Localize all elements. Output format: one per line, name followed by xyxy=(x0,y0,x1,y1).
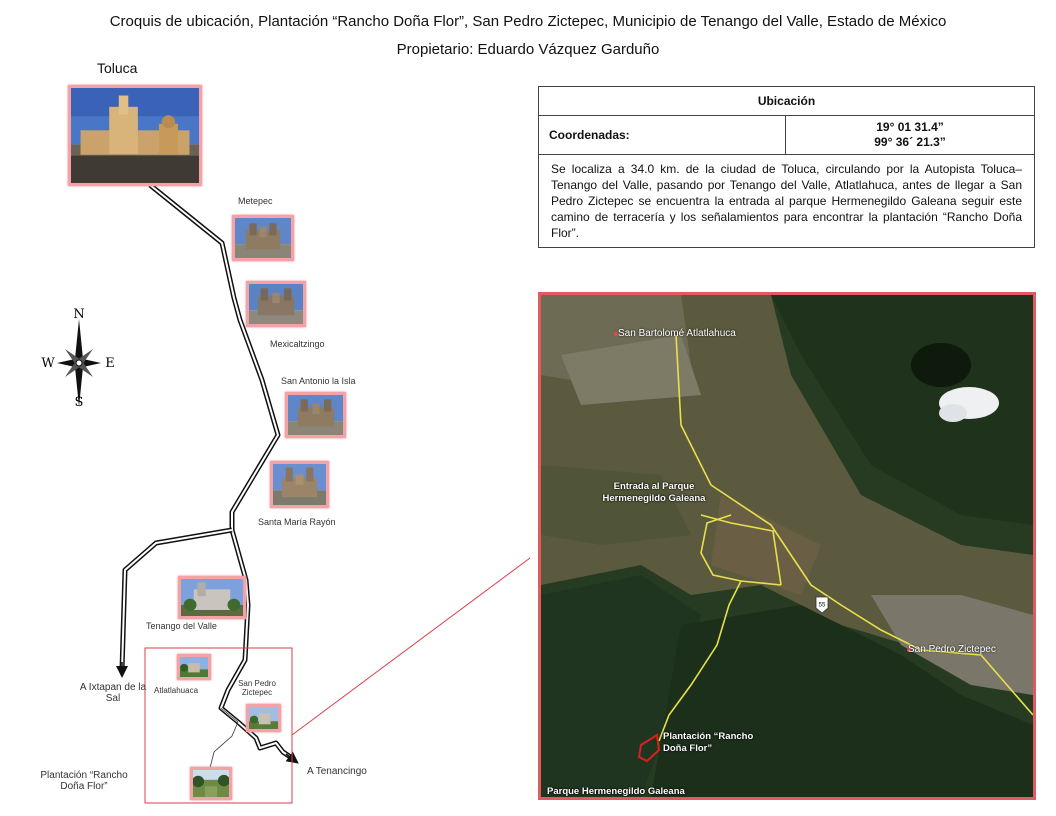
place-san-pedro-zictepec: San Pedro Zictepec xyxy=(908,644,996,655)
compass-e: E xyxy=(105,356,115,371)
place-san-bartolome: San Bartolomé Atlatlahuca xyxy=(618,328,736,339)
owner-subtitle: Propietario: Eduardo Vázquez Garduño xyxy=(396,41,660,58)
connector-line xyxy=(292,552,530,735)
latitude-value: 19° 01 31.4” xyxy=(876,120,944,134)
photo-san-pedro-zictepec xyxy=(246,704,281,732)
label-park: Parque Hermenegildo Galeana xyxy=(547,786,685,797)
label-san-pedro-zictepec: San Pedro Zictepec xyxy=(238,679,276,697)
label-to-ixtapan: A Ixtapan de la Sal xyxy=(79,682,147,704)
label-plantation-map: Plantación “Rancho Doña Flor” xyxy=(663,731,754,754)
coordinates-value xyxy=(786,116,1035,155)
page-title: Croquis de ubicación, Plantación “Rancho Doña Flor”, San Pedro Zictepec, Municipio de Tenango del Valle, Estado de México xyxy=(109,13,947,30)
compass-s: S xyxy=(74,395,84,410)
longitude-value: 99° 36´ 21.3” xyxy=(874,135,946,149)
label-tenango-del-valle: Tenango del Valle xyxy=(146,621,217,631)
label-park-entrance: Entrada al Parque Hermenegildo Galeana xyxy=(602,481,706,504)
photo-plantation xyxy=(190,767,232,800)
label-santa-maria-rayon: Santa María Rayón xyxy=(258,517,336,527)
label-toluca: Toluca xyxy=(97,60,138,76)
label-plantation: Plantación “Rancho Doña Flor” xyxy=(40,770,128,792)
satellite-imagery xyxy=(541,295,1033,797)
photo-metepec xyxy=(232,215,294,261)
satellite-map xyxy=(538,292,1036,800)
compass-n: N xyxy=(73,307,85,322)
photo-atlatlahuaca xyxy=(177,654,211,680)
compass-w: W xyxy=(41,356,55,371)
photo-tenango-del-valle xyxy=(178,576,246,619)
highway-shield-number: 55 xyxy=(818,602,826,609)
location-table xyxy=(538,86,1035,248)
label-atlatlahuaca: Atlatlahuaca xyxy=(154,686,199,695)
dirt-road-plantation xyxy=(210,722,238,768)
coordinates-label: Coordenadas: xyxy=(539,116,786,155)
label-metepec: Metepec xyxy=(238,196,273,206)
label-san-antonio-la-isla: San Antonio la Isla xyxy=(281,376,356,386)
compass-rose-icon xyxy=(40,305,120,410)
photo-mexicaltzingo xyxy=(246,281,306,327)
photo-toluca-cathedral xyxy=(68,85,202,186)
label-to-tenancingo: A Tenancingo xyxy=(307,766,367,777)
location-description: Se localiza a 34.0 km. de la ciudad de Toluca, circulando por la Autopista Toluca–Tenango del Valle, pasando por Tenango del Valle, Atlatlahuca, antes de llegar a San Pedro Zictepec se encuentra la entrada al parque Hermenegildo Galeana seguir este camino de terracería y los señalamientos para encontrar la plantación “Rancho Doña Flor”. xyxy=(539,155,1035,248)
label-mexicaltzingo: Mexicaltzingo xyxy=(270,339,325,349)
photo-san-antonio-la-isla xyxy=(285,392,346,438)
table-header-ubicacion: Ubicación xyxy=(539,87,1035,116)
photo-santa-maria-rayon xyxy=(270,461,329,508)
